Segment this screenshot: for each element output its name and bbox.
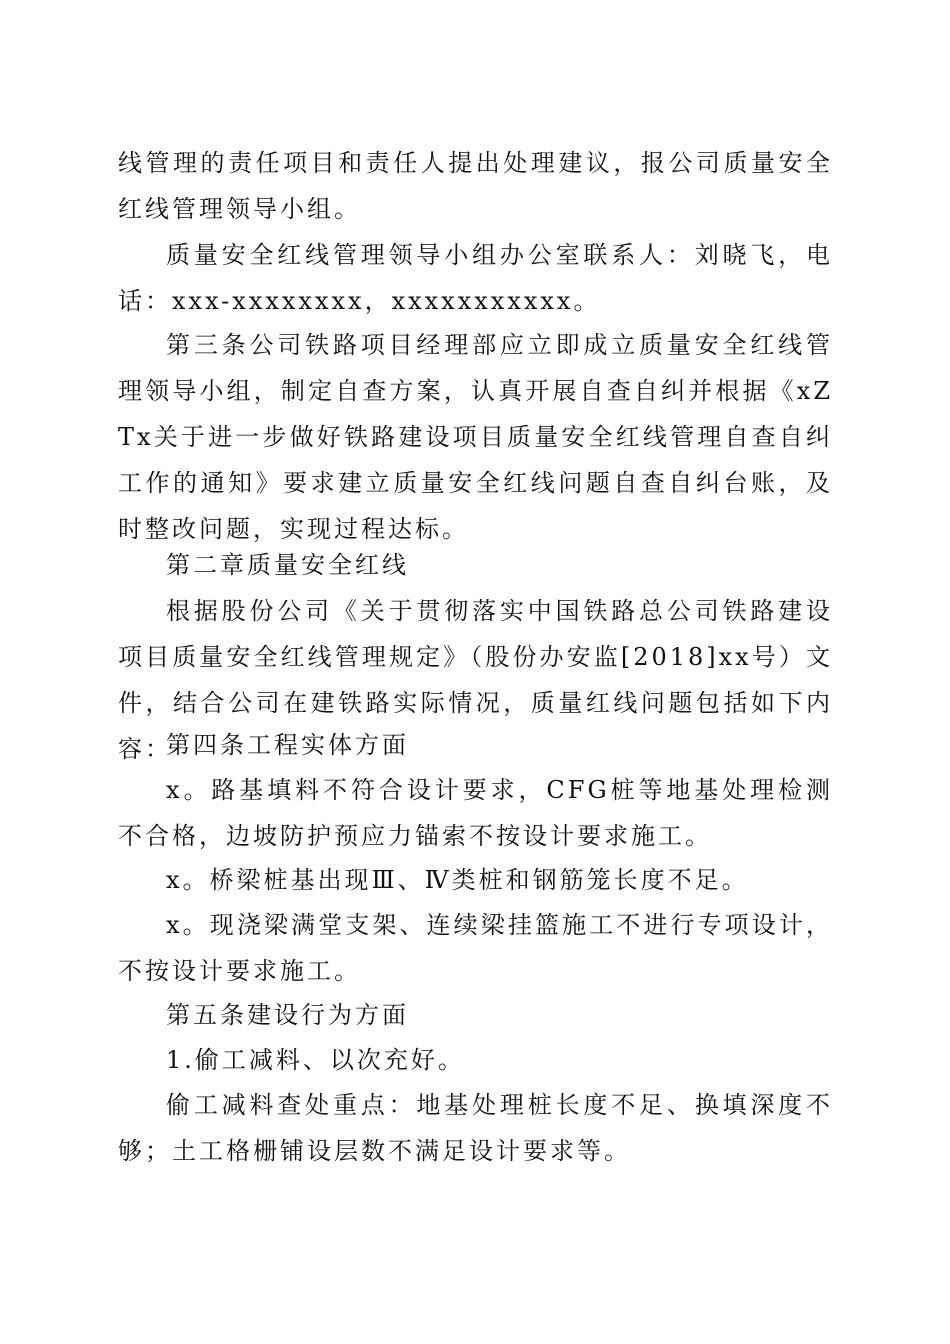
- paragraph-article-3: 第三条公司铁路项目经理部应立即成立质量安全红线管理领导小组，制定自查方案，认真开展自查自纠并根据《xZTx关于进一步做好铁路建设项目质量安全红线管理自查自纠工作的通知》要求建立质量安全红线问题自查自纠台账，及时整改问题，实现过程达标。: [118, 331, 833, 543]
- article-5-heading: 第五条建设行为方面: [166, 1001, 409, 1029]
- list-item-bridge-pile: x。桥梁桩基出现Ⅲ、Ⅳ类桩和钢筋笼长度不足。: [166, 866, 749, 894]
- chapter-2-heading: 第二章质量安全红线: [166, 551, 409, 579]
- list-item-roadbed: x。路基填料不符合设计要求，CFG桩等地基处理检测不合格，边坡防护预应力锚索不按设计要求施工。: [118, 776, 833, 850]
- list-item-cast-beam: x。现浇梁满堂支架、连续梁挂篮施工不进行专项设计，不按设计要求施工。: [118, 911, 833, 985]
- paragraph-red-line-responsibility: 线管理的责任项目和责任人提出处理建议，报公司质量安全红线管理领导小组。: [118, 149, 833, 223]
- paragraph-contact-person: 质量安全红线管理领导小组办公室联系人：刘晓飞，电话：xxx-xxxxxxxx，xxxxxxxxxxx。: [118, 241, 833, 315]
- list-item-cutting-corners: 1.偷工减料、以次充好。: [166, 1046, 465, 1074]
- paragraph-basis: 根据股份公司《关于贯彻落实中国铁路总公司铁路建设项目质量安全红线管理规定》（股份办安监[2018]xx号）文件，结合公司在建铁路实际情况，质量红线问题包括如下内容：: [118, 597, 833, 763]
- paragraph-inspection-focus: 偷工减料查处重点：地基处理桩长度不足、换填深度不够；土工格栅铺设层数不满足设计要求等。: [118, 1091, 833, 1165]
- article-4-heading: 第四条工程实体方面: [166, 731, 409, 759]
